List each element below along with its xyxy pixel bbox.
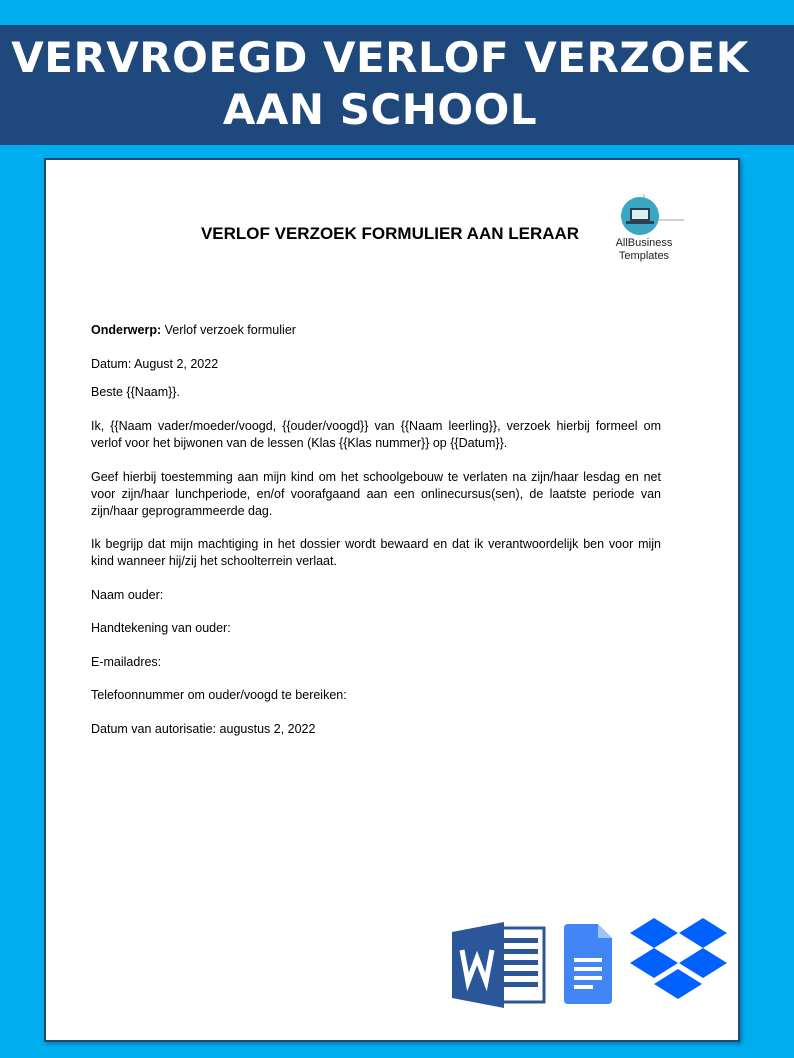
subject-value: Verlof verzoek formulier [161,323,296,337]
word-icon [452,922,546,1008]
banner-title-line1: VERVROEGD VERLOF VERZOEK [11,33,749,82]
google-docs-icon [564,924,612,1004]
logo-text [604,237,684,263]
paragraph-2: Geef hierbij toestemming aan mijn kind om het schoolgebouw te verlaten na zijn/haar lesdag en net voor zijn/haar lunchperiode, en/of voorafgaand aan een onlinecursus(sen), de laatste periode van zijn/haar geprogrammeerde dag. [91,470,661,518]
logo-name: AllBusiness [615,237,673,249]
document-title: VERLOF VERZOEK FORMULIER AAN LERAAR [200,224,580,243]
paragraph-1: Ik, {{Naam vader/moeder/voogd, {{ouder/voogd}} van {{Naam leerling}}, verzoek hierbij formeel om verlof voor het bijwonen van de lessen (Klas {{Klas nummer}} op {{Datum}}. [91,419,661,450]
field-parent-name: Naam ouder: [91,588,164,602]
field-signature: Handtekening van ouder: [91,621,231,635]
greeting: Beste {{Naam}}. [91,385,180,399]
field-phone: Telefoonnummer om ouder/voogd te bereiken: [91,688,347,702]
field-authorization-date: Datum van autorisatie: augustus 2, 2022 [91,722,316,736]
logo-sub: Templates [618,250,670,262]
dropbox-icon [630,918,728,1008]
banner-title-line2: AAN SCHOOL [222,85,538,134]
date-line: Datum: August 2, 2022 [91,357,219,371]
field-email: E-mailadres: [91,655,162,669]
subject-label: Onderwerp: [91,323,162,337]
paragraph-3: Ik begrijp dat mijn machtiging in het dossier wordt bewaard en dat ik verantwoordelijk ben voor mijn kind wanneer hij/zij het schoolterrein verlaat. [91,537,661,568]
subject-line [91,322,661,339]
banner-title [0,32,760,136]
